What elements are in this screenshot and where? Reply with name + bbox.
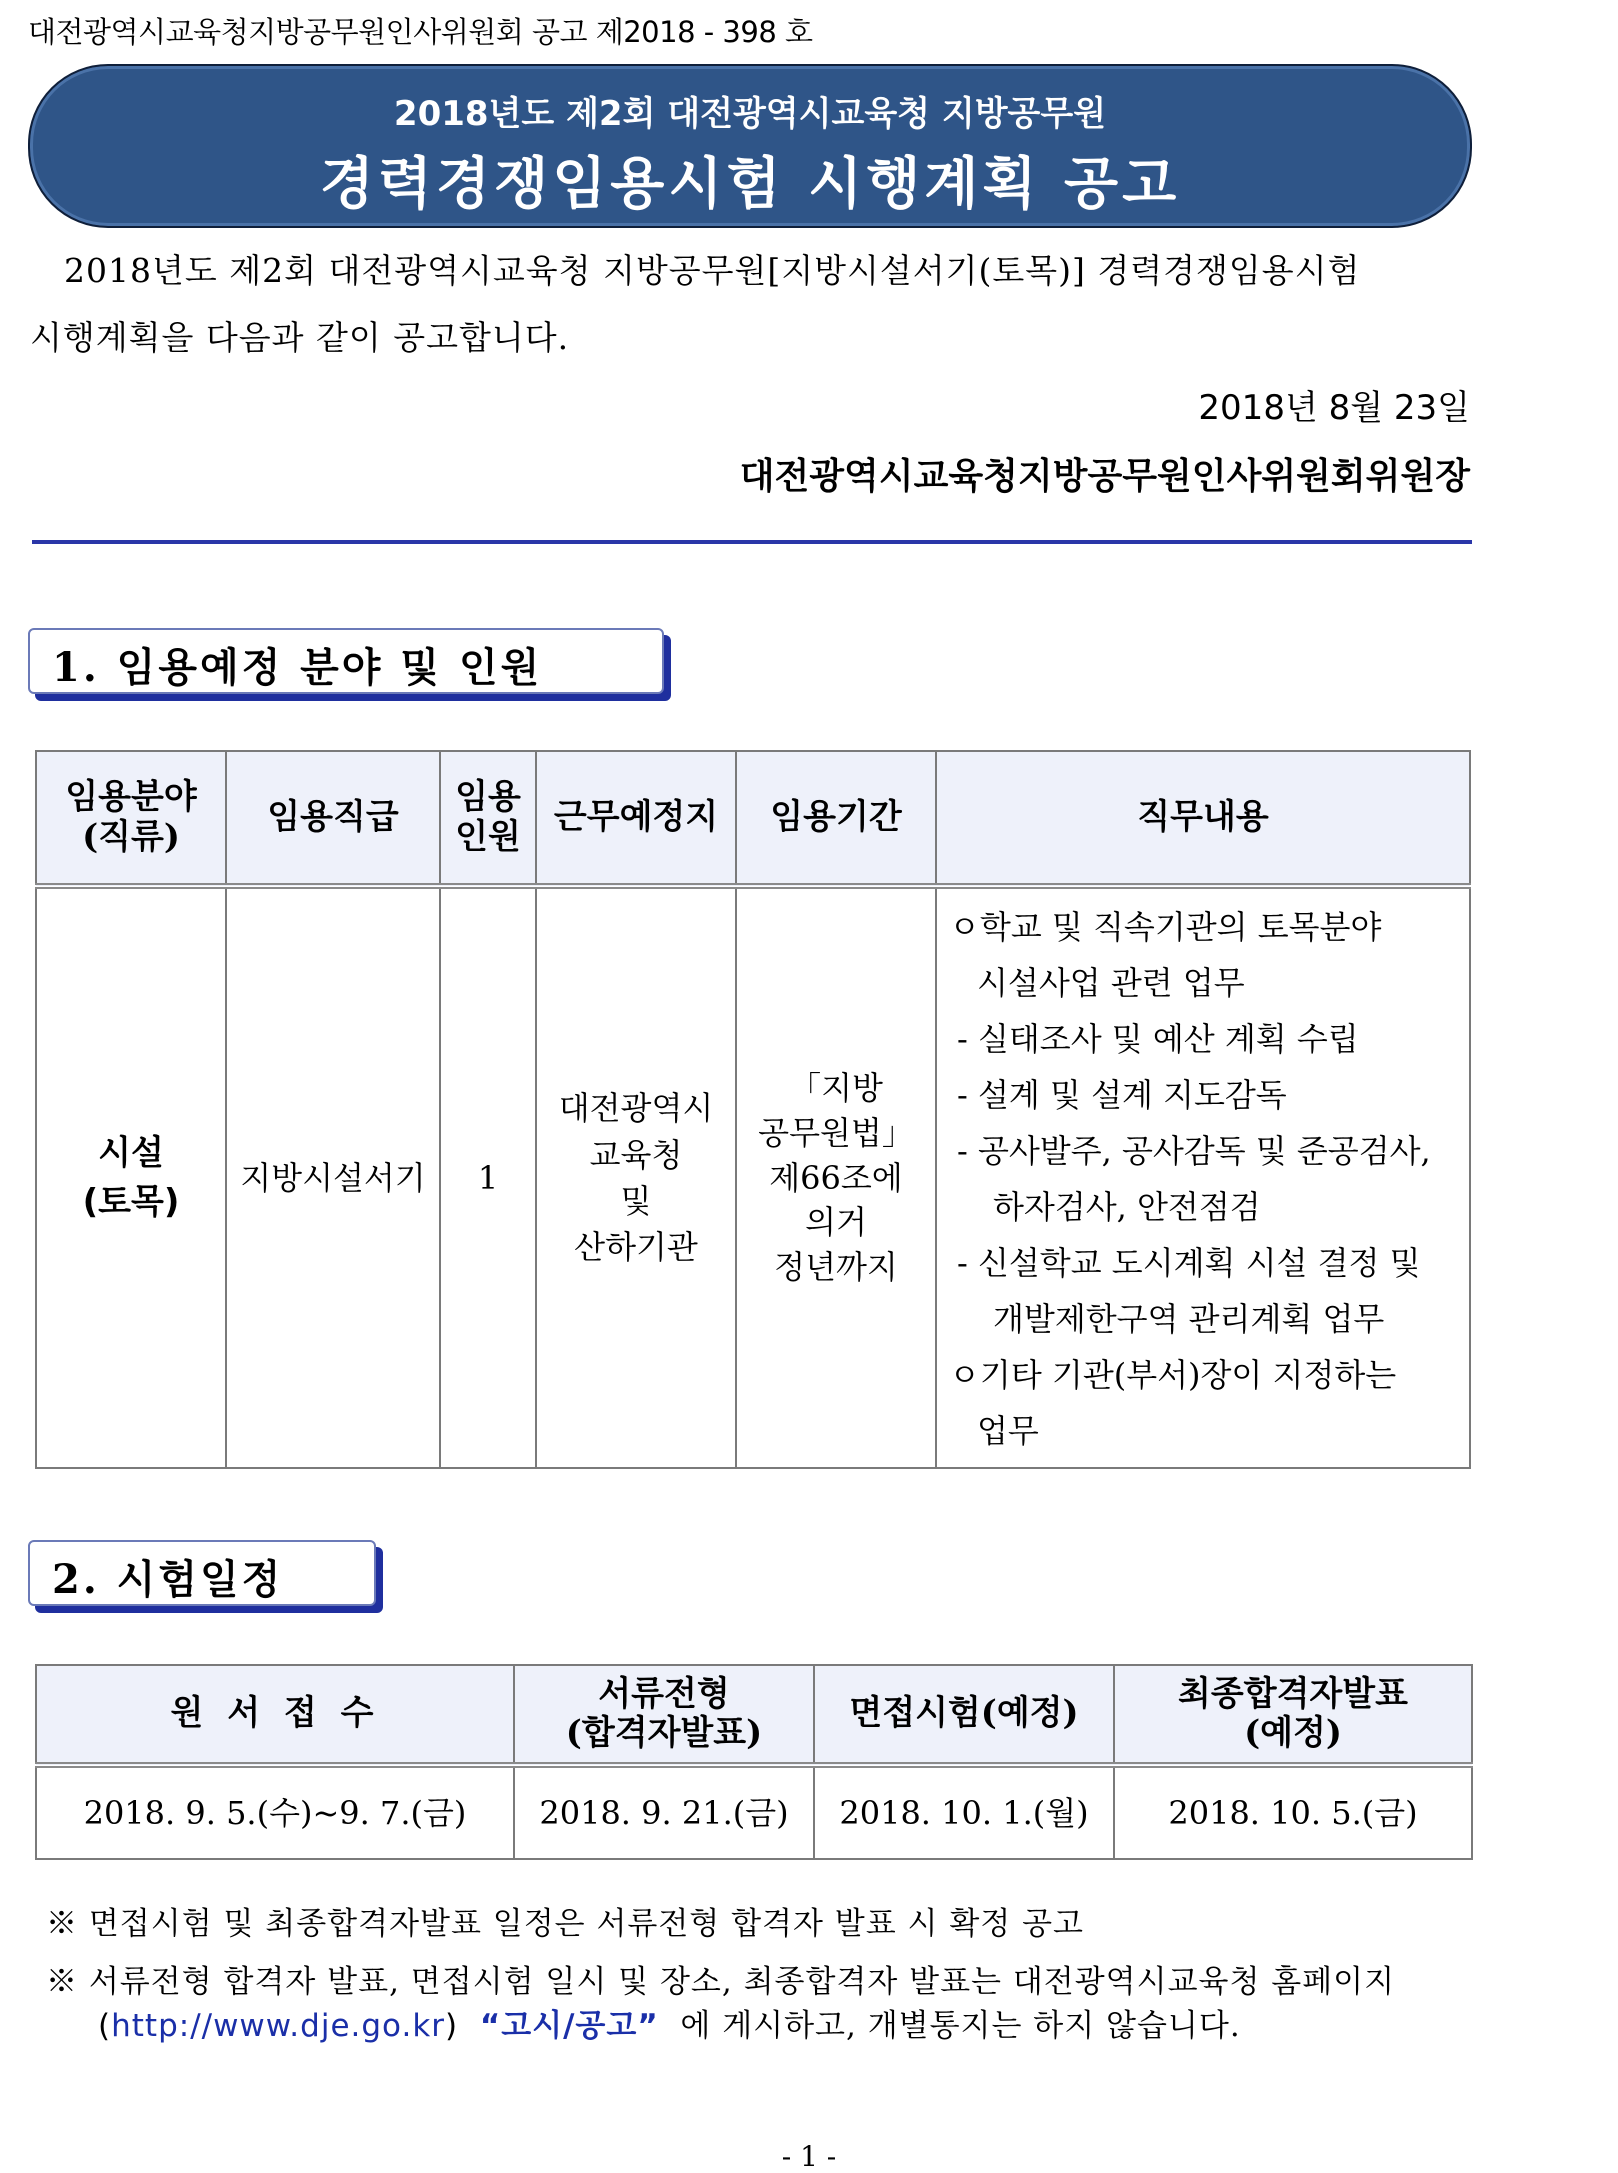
cell-final: 2018. 10. 5.(금) — [1114, 1765, 1472, 1859]
cell-application: 2018. 9. 5.(수)~9. 7.(금) — [36, 1765, 514, 1859]
title-banner — [28, 64, 1472, 228]
recruitment-table — [35, 750, 1471, 1469]
issuer-name: 대전광역시교육청지방공무원인사위원회위원장 — [739, 456, 1470, 497]
cell-grade: 지방시설서기 — [226, 886, 440, 1468]
cell-field — [36, 886, 226, 1468]
note-paren-open: ( — [98, 2008, 112, 2044]
title-heading: 경력경쟁임용시험 시행계획 공고 — [319, 152, 1181, 217]
table-row — [36, 1765, 1472, 1859]
header-document-line1: 서류전형 — [598, 1673, 730, 1714]
cell-period-line3: 제66조에 — [769, 1158, 903, 1197]
header-interview: 면접시험(예정) — [814, 1665, 1114, 1765]
duty-line: 업무 — [977, 1412, 1039, 1450]
note-announcement: ※ 서류전형 합격자 발표, 면접시험 일시 및 장소, 최종합격자 발표는 대전광역시교육청 홈페이지 — [46, 1964, 1396, 2000]
cell-field-line1: 시설 — [98, 1132, 164, 1173]
note-announcement-rest: 에 게시하고, 개별통지는 하지 않습니다. — [680, 2008, 1241, 2044]
duty-line: - 공사발주, 공사감독 및 준공검사, — [957, 1132, 1431, 1170]
duty-line: 시설사업 관련 업무 — [977, 964, 1245, 1002]
cell-interview: 2018. 10. 1.(월) — [814, 1765, 1114, 1859]
header-final-line1: 최종합격자발표 — [1178, 1673, 1408, 1714]
note-paren-close: ) — [445, 2008, 459, 2044]
notice-menu-label: “고시/공고” — [479, 2008, 659, 2044]
schedule-table — [35, 1664, 1473, 1860]
duty-line: 하자검사, 안전점검 — [993, 1188, 1261, 1226]
header-duties: 직무내용 — [936, 751, 1470, 886]
duty-line: - 설계 및 설계 지도감독 — [957, 1076, 1287, 1114]
cell-document: 2018. 9. 21.(금) — [514, 1765, 814, 1859]
cell-location — [536, 886, 736, 1468]
note-announcement-line2 — [98, 2000, 1241, 2045]
intro-text-line1: 2018년도 제2회 대전광역시교육청 지방공무원[지방시설서기(토목)] 경력경쟁임용시험 — [64, 251, 1361, 290]
header-document-line2: (합격자발표) — [565, 1713, 763, 1753]
cell-period — [736, 886, 936, 1468]
intro-text-line2: 시행계획을 다음과 같이 공고합니다. — [30, 318, 570, 357]
header-field — [36, 751, 226, 886]
cell-period-line5: 정년까지 — [774, 1248, 898, 1287]
header-location: 근무예정지 — [536, 751, 736, 886]
cell-location-line3: 및 — [620, 1182, 652, 1220]
header-field-line2: (직류) — [82, 816, 180, 857]
cell-duties — [936, 886, 1470, 1468]
cell-period-line1: 「지방 — [789, 1069, 883, 1107]
header-document — [514, 1665, 814, 1765]
note-schedule: ※ 면접시험 및 최종합격자발표 일정은 서류전형 합격자 발표 시 확정 공고 — [46, 1906, 1084, 1942]
document-number: 대전광역시교육청지방공무원인사위원회 공고 제2018 - 398 호 — [28, 15, 813, 49]
section2-title: 2. 시험일정 — [52, 1556, 284, 1603]
page-number: - 1 - — [781, 2140, 837, 2173]
header-count-line2: 인원 — [455, 816, 521, 857]
cell-location-line2: 교육청 — [589, 1135, 683, 1174]
homepage-link[interactable]: http://www.dje.go.kr — [111, 2008, 446, 2044]
header-count — [440, 751, 536, 886]
cell-field-line2: (토목) — [82, 1182, 180, 1222]
title-subheading: 2018년도 제2회 대전광역시교육청 지방공무원 — [393, 94, 1107, 134]
duty-line: ㅇ학교 및 직속기관의 토목분야 — [949, 908, 1382, 946]
duty-line: - 신설학교 도시계획 시설 결정 및 — [957, 1244, 1421, 1282]
cell-period-line4: 의거 — [805, 1203, 867, 1242]
duty-line: - 실태조사 및 예산 계획 수립 — [957, 1020, 1359, 1058]
duty-line: ㅇ기타 기관(부서)장이 지정하는 — [949, 1356, 1397, 1394]
cell-period-line2: 공무원법」 — [758, 1113, 914, 1152]
cell-location-line4: 산하기관 — [574, 1228, 698, 1267]
section1-title: 1. 임용예정 분야 및 인원 — [52, 644, 543, 691]
cell-location-line1: 대전광역시 — [558, 1089, 714, 1128]
cell-count: 1 — [440, 886, 536, 1468]
table-header-row — [36, 751, 1470, 886]
table-row — [36, 886, 1470, 1468]
header-final — [1114, 1665, 1472, 1765]
header-final-line2: (예정) — [1244, 1713, 1342, 1753]
header-period: 임용기간 — [736, 751, 936, 886]
header-count-line1: 임용 — [455, 777, 521, 818]
divider-rule — [32, 540, 1472, 544]
header-grade: 임용직급 — [226, 751, 440, 886]
section2-heading-box — [28, 1540, 376, 1606]
header-field-line1: 임용분야 — [65, 777, 197, 818]
header-application: 원 서 접 수 — [36, 1665, 514, 1765]
table-header-row — [36, 1665, 1472, 1765]
section1-heading-box — [28, 628, 664, 694]
announcement-date: 2018년 8월 23일 — [1198, 388, 1470, 428]
duty-line: 개발제한구역 관리계획 업무 — [993, 1300, 1385, 1338]
